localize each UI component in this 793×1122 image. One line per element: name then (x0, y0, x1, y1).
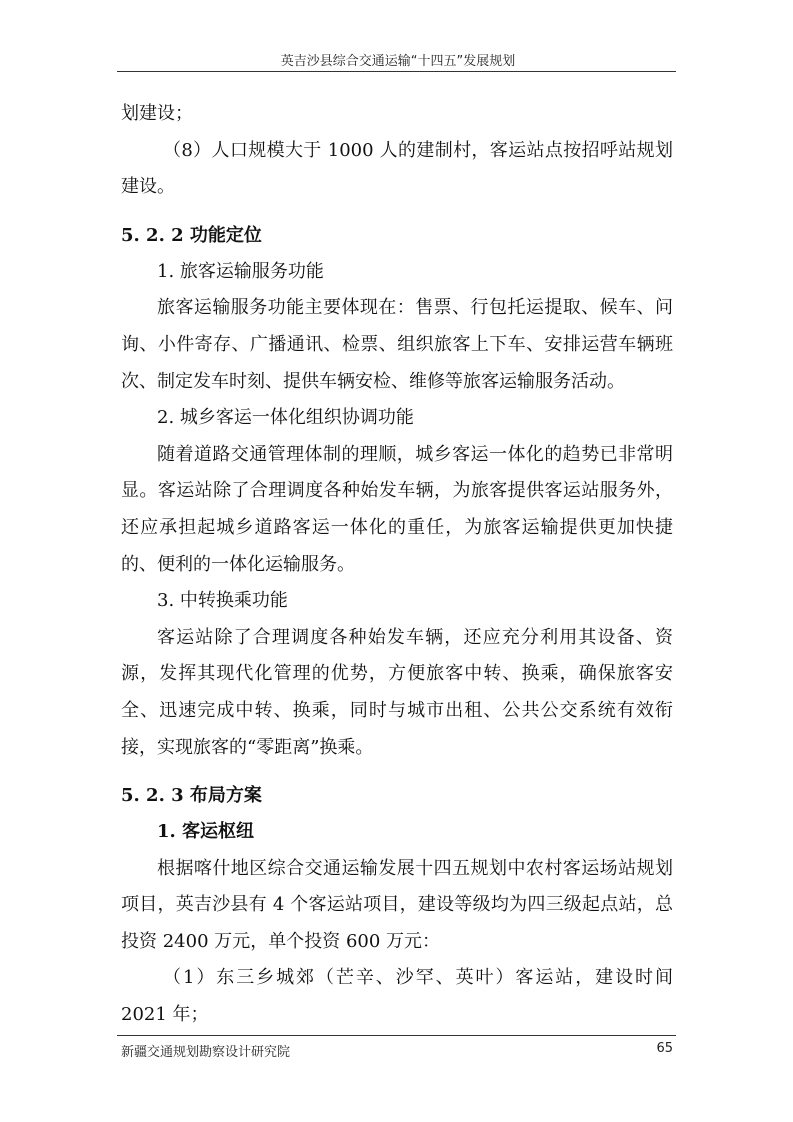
section-heading-5-2-2: 5. 2. 2 功能定位 (121, 224, 262, 246)
subsection-title-3: 3. 中转换乘功能 (157, 590, 288, 612)
footer-organization: 新疆交通规划勘察设计研究院 (121, 1045, 291, 1060)
paragraph-continuation: 划建设； (121, 103, 193, 124)
paragraph-item-1: （1）东三乡城郊（芒辛、沙罕、英叶）客运站，建设时间 2021 年； (121, 967, 673, 1026)
page-body (121, 96, 673, 1034)
page-number: 65 (656, 1041, 673, 1056)
section-heading-5-2-3: 5. 2. 3 布局方案 (121, 785, 262, 807)
footer-rule (117, 1035, 676, 1036)
paragraph-integration-function: 随着道路交通管理体制的理顺，城乡客运一体化的趋势已非常明显。客运站除了合理调度各种始发车辆，为旅客提供客运站服务外，还应承担起城乡道路客运一体化的重任，为旅客运输提供更加快捷的、便利的一体化运输服务。 (121, 443, 673, 575)
header-rule (117, 71, 676, 72)
running-header: 英吉沙县综合交通运输“十四五”发展规划 (280, 54, 516, 69)
paragraph-hub-plan: 根据喀什地区综合交通运输发展十四五规划中农村客运场站规划项目，英吉沙县有 4 个客运站项目，建设等级均为四三级起点站，总投资 2400 万元，单个投资 600 万元： (121, 857, 673, 952)
paragraph-transfer-function: 客运站除了合理调度各种始发车辆，还应充分利用其设备、资源，发挥其现代化管理的优势，方便旅客中转、换乘，确保旅客安全、迅速完成中转、换乘，同时与城市出租、公共公交系统有效衔接，实现旅客的“零距离”换乘。 (121, 626, 673, 758)
paragraph-service-function: 旅客运输服务功能主要体现在：售票、行包托运提取、候车、问询、小件寄存、广播通讯、检票、组织旅客上下车、安排运营车辆班次、制定发车时刻、提供车辆安检、维修等旅客运输服务活动。 (121, 297, 673, 392)
subsection-title-hub: 1. 客运枢纽 (157, 821, 255, 843)
subsection-title-2: 2. 城乡客运一体化组织协调功能 (157, 407, 414, 429)
subsection-title-1: 1. 旅客运输服务功能 (157, 260, 324, 282)
paragraph-item-8: （8）人口规模大于 1000 人的建制村，客运站点按招呼站规划建设。 (121, 139, 673, 198)
